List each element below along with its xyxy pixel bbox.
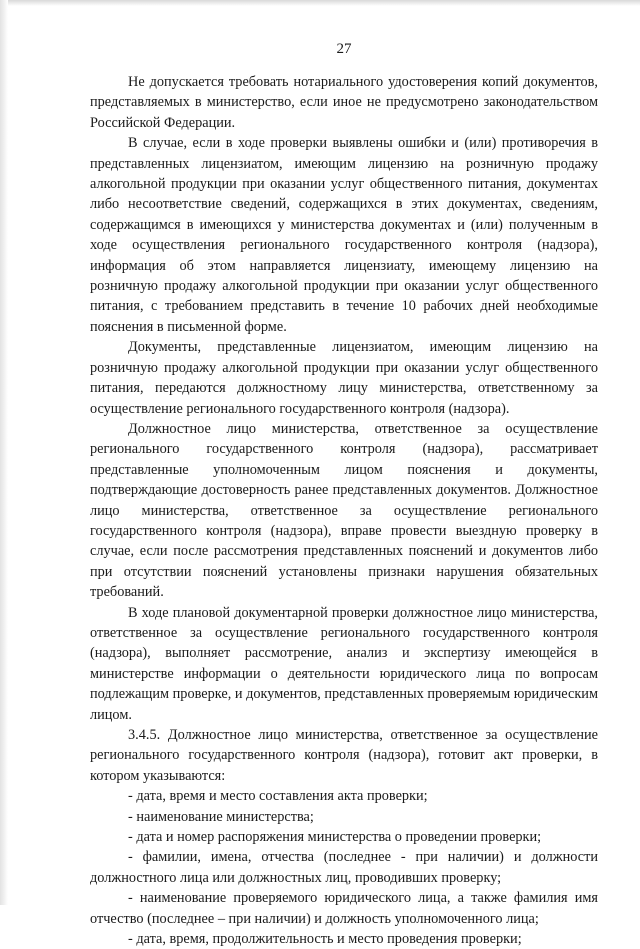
scan-edge-left [0,0,8,905]
list-item: - дата, время, продолжительность и место проведения проверки; [128,931,522,948]
list-item: - наименование министерства; [128,808,314,825]
list-item: - наименование проверяемого юридического лица, а также фамилия имя отчество (последнее – при наличии) и должность уполномоченного лица; [90,890,598,927]
paragraph-notary: Не допускается требовать нотариального удостоверения копий документов, представляемых в министерство, если иное не предусмотрено законодательством Российской Федерации. [90,74,598,131]
document-body [90,72,598,949]
paragraph-official-review: Должностное лицо министерства, ответственное за осуществление регионального государственного контроля (надзора), рассматривает представленные уполномоченным лицом пояснения и документы, подтверждающие достоверность ранее представленных документов. Должностное лицо министерства, ответственное за осуществление регионального государственного контроля (надзора), вправе провести выездную проверку в случае, если после рассмотрения представленных пояснений и документов либо при отсутствии пояснений установлены признаки нарушения обязательных требований. [90,420,598,601]
scan-edge-top [0,0,640,6]
list-item: - фамилии, имена, отчества (последнее - при наличии) и должности должностного лица или должностных лиц, проводивших проверку; [90,849,598,886]
page-number: 27 [336,41,352,57]
paragraph-errors-found: В случае, если в ходе проверки выявлены ошибки и (или) противоречия в представленных лицензиатом, имеющим лицензию на розничную продажу алкогольной продукции при оказании услуг общественного питания, документах либо несоответствие сведений, содержащихся в этих документах, сведениям, содержащимся в имеющихся у министерства документах и (или) полученным в ходе осуществления регионального государственного контроля (надзора), информация об этом направляется лицензиату, имеющему лицензию на розничную продажу алкогольной продукции при оказании услуг общественного питания, с требованием представить в течение 10 рабочих дней необходимые пояснения в письменной форме. [90,135,598,335]
paragraph-section-3-4-5: 3.4.5. Должностное лицо министерства, ответственное за осуществление регионального государственного контроля (надзора), готовит акт проверки, в котором указываются: [90,727,598,784]
paragraph-documents-transfer: Документы, представленные лицензиатом, имеющим лицензию на розничную продажу алкогольной продукции при оказании услуг общественного питания, передаются должностному лицу министерства, ответственному за осуществление регионального государственного контроля (надзора). [90,339,598,417]
list-item: - дата, время и место составления акта проверки; [128,788,428,805]
paragraph-planned-inspection: В ходе плановой документарной проверки должностное лицо министерства, ответственное за осуществление регионального государственного контроля (надзора), выполняет рассмотрение, анализ и экспертизу имеющейся в министерстве информации о деятельности юридического лица по вопросам подлежащим проверке, и документов, представленных проверяемым юридическим лицом. [90,604,598,723]
list-item: - дата и номер распоряжения министерства о проведении проверки; [128,829,542,846]
